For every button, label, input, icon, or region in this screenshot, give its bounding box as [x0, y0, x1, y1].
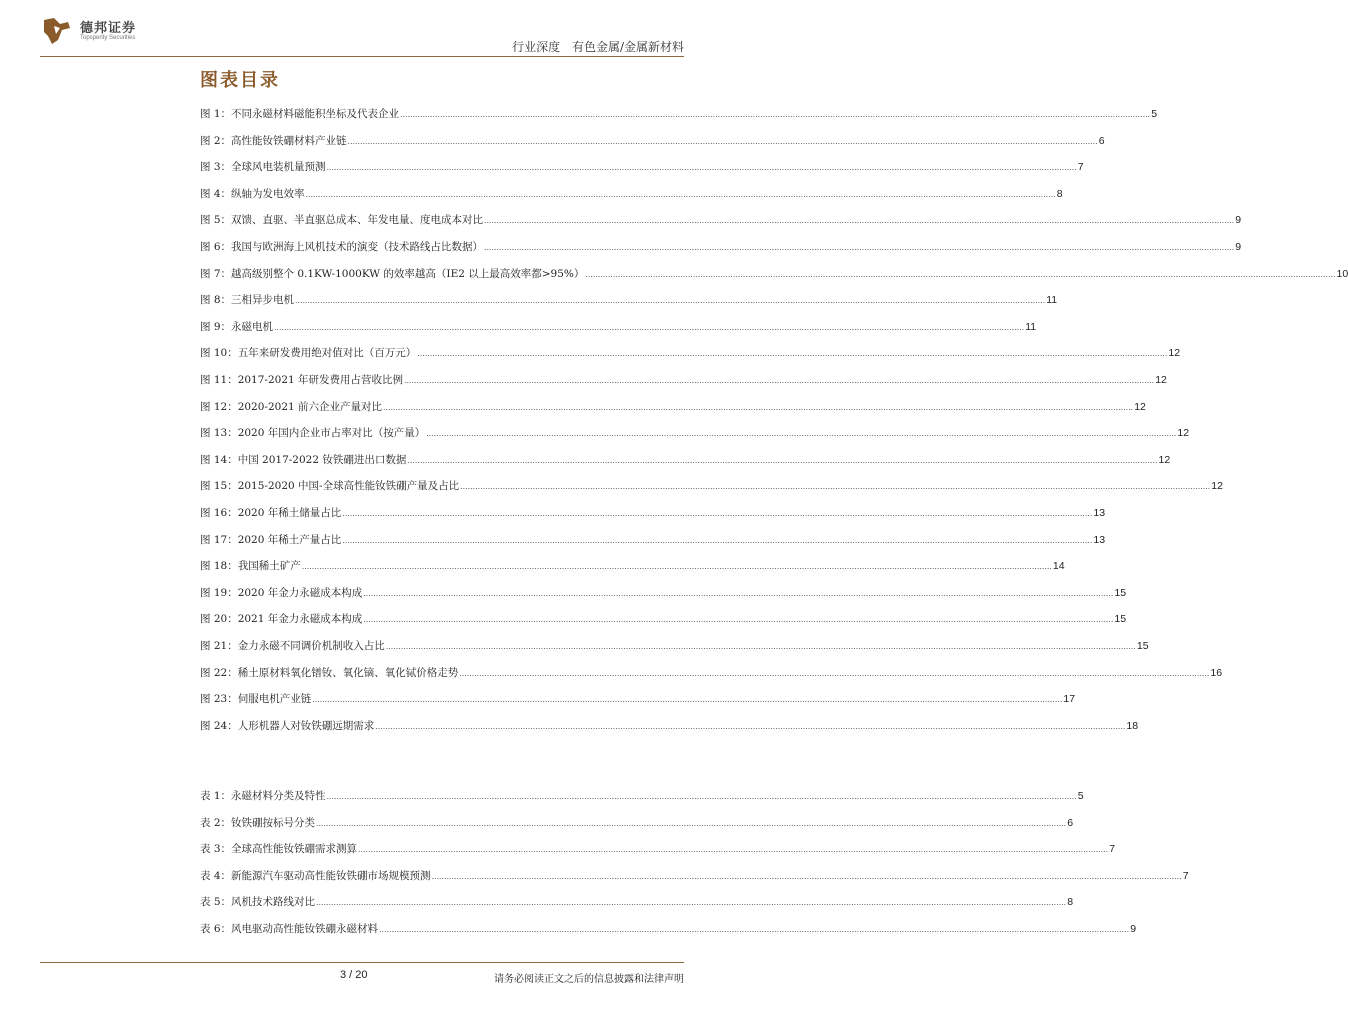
entry-page-number: 15: [1114, 613, 1127, 626]
entry-label: 图 2：高性能钕铁硼材料产业链: [200, 134, 347, 147]
figure-entry[interactable]: [200, 266, 1348, 284]
entry-label: 表 3：全球高性能钕铁硼需求测算: [200, 843, 358, 856]
entry-page-number: 12: [1211, 480, 1223, 493]
page-number: 3 / 20: [340, 969, 368, 981]
dot-leader: ............................................................................................................................................................................................................................................................................................................: [379, 924, 1130, 934]
dot-leader: ............................................................................................................................................................................................................................................................................................................: [375, 720, 1126, 731]
entry-label: 图 7：越高级别整个 0.1KW-1000KW 的效率越高（IE2 以上最高效率都>95%）: [200, 267, 585, 280]
brand-name-english: Topsperity Securities: [80, 35, 136, 41]
entry-label: 图 16：2020 年稀土储量占比: [200, 507, 342, 519]
figure-entry[interactable]: [200, 665, 1223, 683]
entry-label: 图 10：五年来研发费用绝对值对比（百万元）: [200, 347, 417, 360]
entry-page-number: 12: [1134, 400, 1146, 413]
entry-label: 图 4：纵轴为发电效率: [200, 187, 305, 200]
dot-leader: ............................................................................................................................................................................................................................................................................................................: [460, 481, 1211, 492]
entry-label: 表 1：永磁材料分类及特性: [200, 790, 326, 802]
table-entry[interactable]: [200, 868, 1189, 886]
entry-label: 图 8：三相异步电机: [200, 294, 295, 307]
dot-leader: ............................................................................................................................................................................................................................................................................................................: [426, 428, 1177, 439]
entry-page-number: 18: [1126, 719, 1139, 732]
entry-label: 图 11：2017-2021 年研发费用占营收比例: [200, 374, 404, 386]
entry-label: 图 12：2020-2021 前六企业产量对比: [200, 400, 383, 413]
report-type: 行业深度: [512, 40, 561, 54]
entry-page-number: 12: [1177, 427, 1190, 440]
entry-label: 图 6：我国与欧洲海上风机技术的演变（技术路线占比数据）: [200, 241, 484, 253]
figure-entry[interactable]: [200, 638, 1149, 656]
dot-leader: ............................................................................................................................................................................................................................................................................................................: [431, 870, 1182, 881]
header-divider: [40, 56, 684, 57]
entry-label: 图 21：金力永磁不同调价机制收入占比: [200, 640, 385, 652]
entry-page-number: 8: [1056, 187, 1063, 200]
dot-leader: ............................................................................................................................................................................................................................................................................................................: [342, 534, 1093, 545]
dot-leader: ............................................................................................................................................................................................................................................................................................................: [400, 109, 1151, 119]
dot-leader: ............................................................................................................................................................................................................................................................................................................: [316, 817, 1067, 828]
table-entry[interactable]: [200, 921, 1137, 939]
entry-page-number: 12: [1168, 347, 1181, 360]
dot-leader: ............................................................................................................................................................................................................................................................................................................: [305, 188, 1056, 199]
figure-entry[interactable]: [200, 239, 1242, 257]
entry-label: 图 5：双馈、直驱、半直驱总成本、年发电量、度电成本对比: [200, 214, 484, 227]
figure-entry[interactable]: [200, 718, 1139, 736]
entry-page-number: 7: [1109, 843, 1116, 856]
figure-entry[interactable]: [200, 212, 1242, 230]
entry-label: 图 17：2020 年稀土产量占比: [200, 533, 342, 546]
entry-label: 图 9：永磁电机: [200, 320, 274, 333]
figure-entry[interactable]: [200, 585, 1127, 603]
legal-disclaimer: 请务必阅读正文之后的信息披露和法律声明: [494, 974, 684, 985]
entry-label: 图 19：2020 年金力永磁成本构成: [200, 586, 363, 599]
dot-leader: ............................................................................................................................................................................................................................................................................................................: [326, 162, 1077, 173]
table-entry[interactable]: [200, 788, 1084, 806]
entry-label: 表 6：风电驱动高性能钕铁硼永磁材料: [200, 923, 379, 935]
entry-page-number: 9: [1130, 923, 1137, 935]
dot-leader: ............................................................................................................................................................................................................................................................................................................: [326, 791, 1077, 801]
dot-leader: ............................................................................................................................................................................................................................................................................................................: [484, 215, 1235, 226]
entry-label: 图 1：不同永磁材料磁能积坐标及代表企业: [200, 108, 400, 120]
figure-entry[interactable]: [200, 505, 1106, 523]
entry-page-number: 6: [1067, 816, 1074, 829]
dot-leader: ............................................................................................................................................................................................................................................................................................................: [358, 844, 1109, 855]
report-category: [504, 38, 684, 55]
dot-leader: ............................................................................................................................................................................................................................................................................................................: [417, 348, 1168, 359]
entry-label: 图 14：中国 2017-2022 钕铁硼进出口数据: [200, 453, 407, 466]
footer-divider: [40, 962, 684, 963]
dot-leader: ............................................................................................................................................................................................................................................................................................................: [363, 587, 1114, 598]
entry-label: 表 5：风机技术路线对比: [200, 896, 316, 909]
entry-page-number: 9: [1235, 214, 1242, 227]
figure-entry[interactable]: [200, 611, 1127, 629]
entry-page-number: 17: [1063, 693, 1076, 706]
table-entry[interactable]: [200, 815, 1074, 833]
company-logo-icon: [40, 14, 74, 48]
entry-label: 表 2：钕铁硼按标号分类: [200, 816, 316, 829]
page-header: [0, 0, 724, 60]
figure-entry[interactable]: [200, 372, 1167, 390]
figure-entry[interactable]: [200, 532, 1106, 550]
figure-entry[interactable]: [200, 159, 1084, 177]
entry-page-number: 11: [1046, 294, 1058, 307]
entry-page-number: 12: [1158, 453, 1171, 466]
dot-leader: ............................................................................................................................................................................................................................................................................................................: [585, 268, 1336, 279]
dot-leader: ............................................................................................................................................................................................................................................................................................................: [342, 508, 1093, 518]
dot-leader: ............................................................................................................................................................................................................................................................................................................: [274, 321, 1025, 332]
brand-name: 德邦证券: [80, 21, 137, 36]
figure-entry[interactable]: [200, 186, 1063, 204]
dot-leader: ............................................................................................................................................................................................................................................................................................................: [383, 401, 1134, 412]
entry-label: 图 18：我国稀土矿产: [200, 560, 301, 573]
entry-label: 图 3：全球风电装机量预测: [200, 161, 326, 174]
entry-label: 表 4：新能源汽车驱动高性能钕铁硼市场规模预测: [200, 869, 431, 882]
dot-leader: ............................................................................................................................................................................................................................................................................................................: [295, 295, 1046, 306]
entry-page-number: 5: [1151, 108, 1158, 120]
dot-leader: ............................................................................................................................................................................................................................................................................................................: [312, 694, 1063, 705]
entry-label: 图 20：2021 年金力永磁成本构成: [200, 613, 363, 626]
entry-page-number: 13: [1093, 507, 1106, 519]
figure-entry[interactable]: [200, 425, 1190, 443]
entry-page-number: 10: [1336, 267, 1348, 280]
entry-page-number: 7: [1182, 869, 1189, 882]
entry-page-number: 15: [1136, 640, 1149, 652]
dot-leader: ............................................................................................................................................................................................................................................................................................................: [316, 897, 1067, 908]
entry-page-number: 12: [1155, 374, 1167, 386]
dot-leader: ............................................................................................................................................................................................................................................................................................................: [404, 375, 1155, 385]
entry-page-number: 13: [1093, 533, 1106, 546]
figure-entry[interactable]: [200, 319, 1037, 337]
entry-label: 图 23：伺服电机产业链: [200, 693, 312, 706]
entry-page-number: 16: [1210, 666, 1223, 679]
entry-page-number: 11: [1025, 320, 1037, 333]
entry-page-number: 8: [1067, 896, 1074, 909]
dot-leader: ............................................................................................................................................................................................................................................................................................................: [484, 242, 1235, 252]
page-title: 图表目录: [200, 70, 280, 91]
entry-page-number: 15: [1114, 586, 1127, 599]
entry-page-number: 7: [1077, 161, 1084, 174]
table-entry[interactable]: [200, 841, 1116, 859]
figure-entry[interactable]: [200, 106, 1158, 124]
report-sector: 有色金属/金属新材料: [571, 40, 684, 54]
entry-label: 图 22：稀土原材料氧化镨钕、氧化镝、氧化铽价格走势: [200, 666, 459, 679]
figure-entry[interactable]: [200, 345, 1181, 363]
entry-label: 图 13：2020 年国内企业市占率对比（按产量）: [200, 427, 426, 440]
figure-entry[interactable]: [200, 558, 1065, 576]
entry-label: 图 24：人形机器人对钕铁硼远期需求: [200, 719, 375, 732]
entry-page-number: 14: [1052, 560, 1065, 573]
figure-entry[interactable]: [200, 292, 1058, 310]
dot-leader: ............................................................................................................................................................................................................................................................................................................: [363, 614, 1114, 625]
figure-entry[interactable]: [200, 452, 1171, 470]
figure-entry[interactable]: [200, 478, 1223, 496]
figure-entry[interactable]: [200, 691, 1076, 709]
figure-entry[interactable]: [200, 133, 1105, 151]
dot-leader: ............................................................................................................................................................................................................................................................................................................: [301, 561, 1052, 572]
entry-page-number: 5: [1077, 790, 1084, 802]
entry-page-number: 9: [1235, 241, 1242, 253]
figure-entry[interactable]: [200, 399, 1146, 417]
dot-leader: ............................................................................................................................................................................................................................................................................................................: [385, 641, 1136, 651]
dot-leader: ............................................................................................................................................................................................................................................................................................................: [347, 135, 1098, 146]
entry-page-number: 6: [1098, 134, 1105, 147]
dot-leader: ............................................................................................................................................................................................................................................................................................................: [407, 454, 1158, 465]
entry-label: 图 15：2015-2020 中国-全球高性能钕铁硼产量及占比: [200, 480, 460, 493]
table-entry[interactable]: [200, 894, 1074, 912]
dot-leader: ............................................................................................................................................................................................................................................................................................................: [459, 667, 1210, 678]
